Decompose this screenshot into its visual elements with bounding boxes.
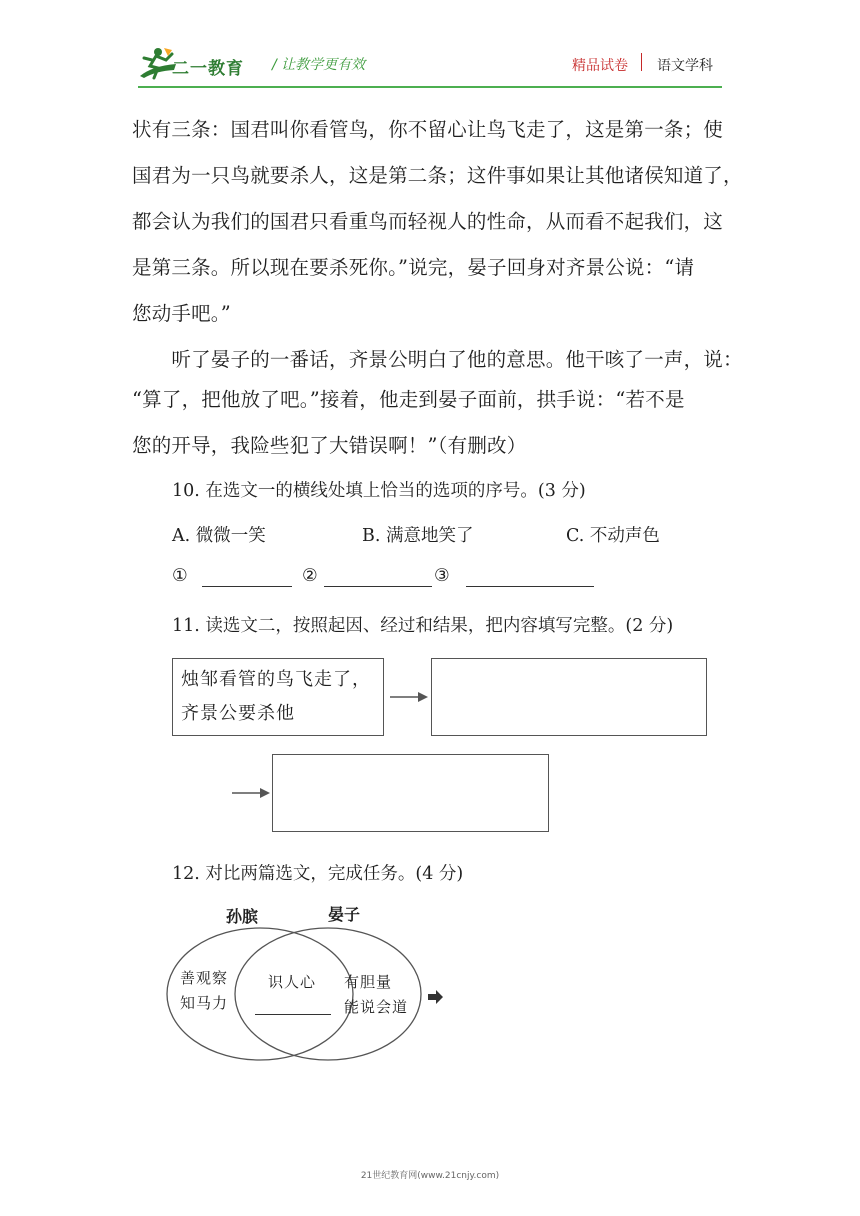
venn-left-text bbox=[180, 966, 228, 1016]
header-badge-right: 语文学科 bbox=[657, 58, 713, 74]
venn-right-line2: 能说会道 bbox=[344, 998, 409, 1016]
q10-answer-blank-3[interactable] bbox=[466, 568, 594, 587]
passage-line: “算了，把他放了吧。”接着，他走到晏子面前，拱手说：“若不是 bbox=[132, 388, 685, 411]
page-footer: 21世纪教育网(www.21cnjy.com) bbox=[360, 1171, 500, 1181]
venn-common-text: 识人心 bbox=[268, 973, 317, 991]
passage-line: 状有三条：国君叫你看管鸟，你不留心让鸟飞走了，这是第一条；使 bbox=[132, 118, 724, 141]
passage-line: 听了晏子的一番话，齐景公明白了他的意思。他干咳了一声，说： bbox=[132, 348, 743, 371]
venn-left-line1: 善观察 bbox=[180, 969, 229, 987]
venn-left-line2: 知马力 bbox=[180, 994, 229, 1012]
cause-text-line2: 齐景公要杀他 bbox=[181, 703, 295, 724]
arrow-right-icon bbox=[428, 990, 444, 1004]
arrow-right-icon bbox=[388, 690, 430, 704]
slogan: / 让教学更有效 bbox=[272, 57, 366, 73]
result-answer-box[interactable] bbox=[272, 754, 549, 832]
question-12-prompt: 12. 对比两篇选文，完成任务。(4 分) bbox=[172, 864, 464, 884]
header-rule bbox=[138, 86, 722, 88]
q10-option-b: B. 满意地笑了 bbox=[362, 526, 474, 546]
venn-right-label: 晏子 bbox=[328, 905, 361, 924]
q10-option-a: A. 微微一笑 bbox=[172, 526, 266, 546]
header-badge-left: 精品试卷 bbox=[572, 58, 628, 74]
q10-option-c: C. 不动声色 bbox=[566, 526, 660, 546]
logo-text: 二一教育 bbox=[172, 59, 244, 79]
venn-left-label: 孙膑 bbox=[226, 907, 259, 926]
arrow-right-icon bbox=[230, 786, 272, 800]
q10-answer-blank-1[interactable] bbox=[202, 568, 292, 587]
passage-line: 是第三条。所以现在要杀死你。”说完，晏子回身对齐景公说：“请 bbox=[132, 256, 695, 279]
passage-line: 都会认为我们的国君只看重鸟而轻视人的性命，从而看不起我们，这 bbox=[132, 210, 724, 233]
question-11-prompt: 11. 读选文二，按照起因、经过和结果，把内容填写完整。(2 分) bbox=[172, 616, 674, 636]
venn-right-text bbox=[344, 970, 408, 1020]
q10-blank-label-1: ① bbox=[172, 566, 188, 586]
venn-right-line1: 有胆量 bbox=[344, 973, 393, 991]
q10-answer-blank-2[interactable] bbox=[324, 568, 432, 587]
q10-blank-label-2: ② bbox=[302, 566, 318, 586]
header-divider bbox=[641, 53, 642, 71]
passage-line: 您的开导，我险些犯了大错误啊！”（有删改） bbox=[132, 434, 527, 457]
q10-blank-label-3: ③ bbox=[434, 566, 450, 586]
passage-line: 您动手吧。” bbox=[132, 302, 231, 325]
process-answer-box[interactable] bbox=[431, 658, 707, 736]
passage-line: 国君为一只鸟就要杀人，这是第二条；这件事如果让其他诸侯知道了， bbox=[132, 164, 743, 187]
question-10-prompt: 10. 在选文一的横线处填上恰当的选项的序号。(3 分) bbox=[172, 481, 586, 501]
venn-common-blank[interactable] bbox=[255, 996, 331, 1015]
cause-text-line1: 烛邹看管的鸟飞走了， bbox=[181, 669, 371, 690]
cause-box bbox=[172, 658, 384, 736]
